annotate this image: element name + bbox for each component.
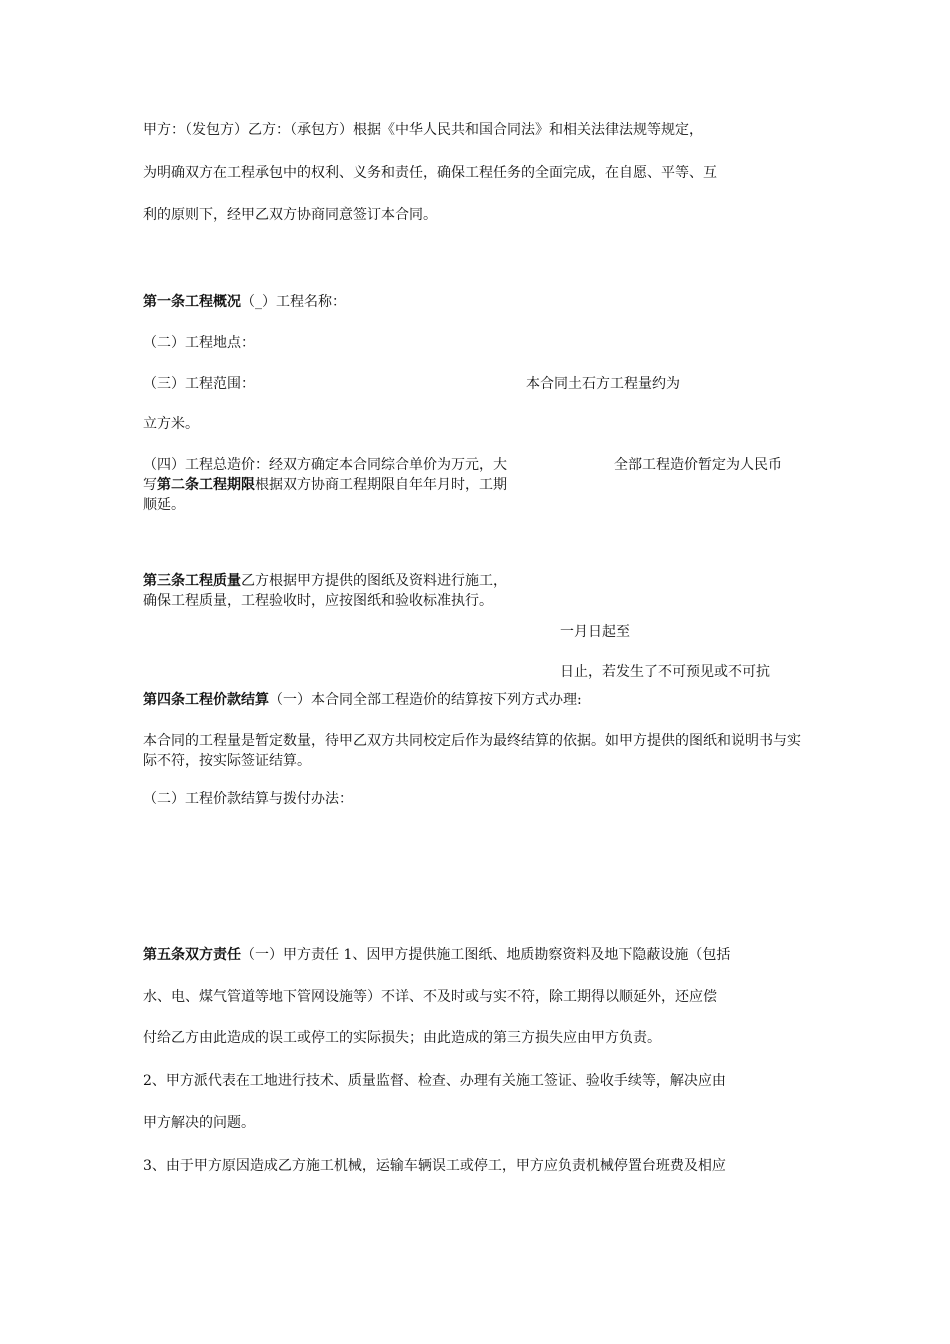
article-5-heading: 第五条双方责任 — [143, 947, 241, 963]
article-5-line-1: （一）甲方责任 1、因甲方提供施工图纸、地质勘察资料及地下隐蔽设施（包括 — [241, 947, 731, 963]
article-3-text: 乙方根据甲方提供的图纸及资料进行施工，确保工程质量，工程验收时，应按图纸和验收标准执行。 — [143, 573, 507, 609]
intro-line-2: 为明确双方在工程承包中的权利、义务和责任，确保工程任务的全面完成，在自愿、平等、互 — [143, 165, 717, 181]
term-start-text: 一月日起至 — [560, 624, 630, 640]
article-4-paragraph: 本合同的工程量是暂定数量，待甲乙双方共同校定后作为最终结算的依据。如甲方提供的图纸和说明书与实际不符，按实际签证结算。 — [143, 733, 801, 769]
article-4-heading: 第四条工程价款结算 — [143, 692, 269, 708]
intro-line-1: 甲方：（发包方）乙方：（承包方）根据《中华人民共和国合同法》和相关法律法规等规定， — [143, 122, 703, 138]
article-5 — [143, 945, 730, 965]
intro-line-3: 利的原则下，经甲乙双方协商同意签订本合同。 — [143, 207, 437, 223]
earthwork-volume-text: 本合同土石方工程量约为 — [526, 376, 680, 392]
project-scope-label: （三）工程范围： — [143, 376, 255, 392]
article-5-item-2-line-1: 2、甲方派代表在工地进行技术、质量监督、检查、办理有关施工签证、验收手续等，解决应由 — [143, 1073, 726, 1089]
total-price-label: （四）工程总造价：经双方确定本合同综合单价为万元，大写 — [143, 457, 507, 493]
article-5-line-2: 水、电、煤气管道等地下管网设施等）不详、不及时或与实不符，除工期得以顺延外，还应偿 — [143, 989, 717, 1005]
article-4 — [143, 690, 582, 710]
term-end-text: 日止，若发生了不可预见或不可抗 — [560, 664, 770, 680]
article-4-sub-2: （二）工程价款结算与拨付办法： — [143, 791, 353, 807]
volume-unit-text: 立方米。 — [143, 416, 199, 432]
project-location-label: （二）工程地点： — [143, 335, 255, 351]
article-2-text: 根据双方协商工程期限自年年月时，工期顺延。 — [143, 477, 507, 513]
project-name-label: （_）工程名称： — [241, 294, 346, 310]
article-1-heading: 第一条工程概况 — [143, 294, 241, 310]
total-price-right-text: 全部工程造价暂定为人民币 — [614, 457, 782, 473]
article-5-item-2-line-2: 甲方解决的问题。 — [143, 1115, 255, 1131]
article-3-heading: 第三条工程质量 — [143, 573, 241, 589]
article-2-heading: 第二条工程期限 — [157, 477, 255, 493]
article-3 — [143, 571, 511, 611]
article-5-item-3-line-1: 3、由于甲方原因造成乙方施工机械，运输车辆误工或停工，甲方应负责机械停置台班费及相应 — [143, 1158, 726, 1174]
price-and-term-block — [143, 455, 511, 515]
article-1 — [143, 292, 346, 312]
article-4-text: （一）本合同全部工程造价的结算按下列方式办理: — [269, 692, 582, 708]
article-5-line-3: 付给乙方由此造成的误工或停工的实际损失；由此造成的第三方损失应由甲方负责。 — [143, 1030, 661, 1046]
